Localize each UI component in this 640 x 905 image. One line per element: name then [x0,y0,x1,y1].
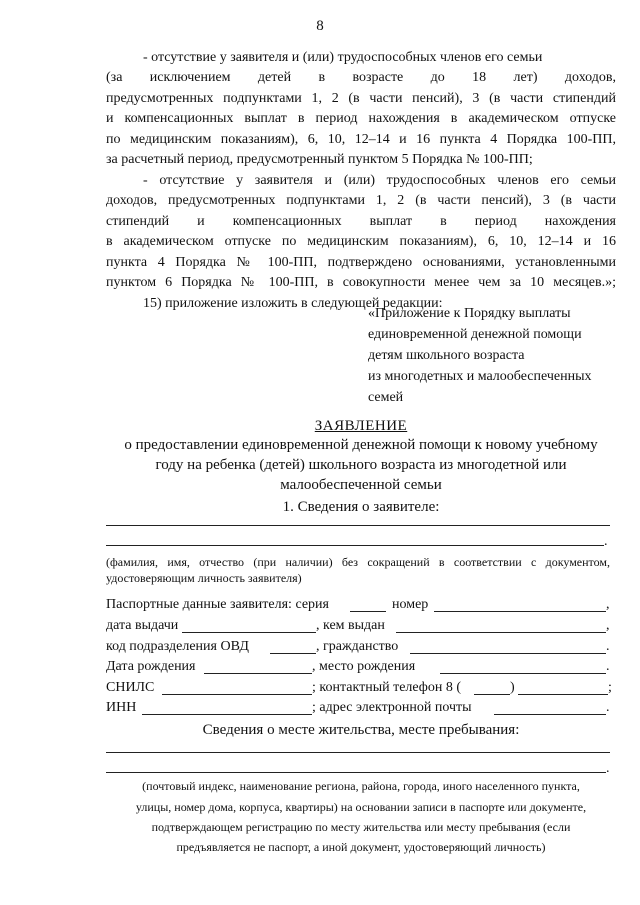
residence-caption-line: предъявляется не паспорт, а иной документ, удостоверяющий личность) [176,840,546,854]
passport-series-field[interactable] [350,611,386,612]
birth-place-label: , место рождения [312,659,416,674]
form-title: ЗАЯВЛЕНИЕ [314,418,408,434]
birth-place-field[interactable] [440,673,606,674]
comma-mark: , [606,618,610,633]
issued-by-label: , кем выдан [316,618,385,633]
appendix-line: единовременной денежной помощи [368,327,582,342]
period-mark: . [606,659,610,674]
snils-field[interactable] [162,694,312,695]
phone-number-field[interactable] [518,694,608,695]
appendix-line: из многодетных и малообеспеченных [368,369,592,384]
issue-date-field[interactable] [182,632,316,633]
paragraph-line: - отсутствие у заявителя и (или) трудоспособных членов его семьи [143,50,543,65]
paragraph-line: за расчетный период, предусмотренный пунктом 5 Порядка № 100-ПП; [106,152,533,167]
citizenship-label: , гражданство [316,639,399,654]
paragraph-line: и компенсационных выплат в период нахождения в академическом отпуске [106,111,616,126]
fullname-caption-line: удостоверяющим личность заявителя) [106,571,302,585]
form-subtitle-line: малообеспеченной семьи [280,477,442,493]
email-field[interactable] [494,714,606,715]
residence-caption-line: (почтовый индекс, наименование региона, района, города, иного населенного пункта, [142,779,580,793]
birth-date-label: Дата рождения [106,659,196,674]
paragraph-line: стипендий и компенсационных выплат в период нахождения [106,214,616,229]
page-number: 8 [316,18,324,34]
paragraph-line: пункта 4 Порядка № 100-ПП, подтверждено основаниями, установленными [106,255,616,270]
paragraph-line: по медицинским показаниям), 6, 10, 12–14 и 16 пункта 4 Порядка 100-ПП, [106,132,616,147]
phone-close: ) [510,680,515,695]
appendix-line: семей [368,390,404,405]
paragraph-line: в академическом отпуске по медицинским показаниям), 6, 10, 12–14 и 16 [106,234,616,249]
paragraph-line: доходов, предусмотренных подпунктами 1, 2 (в части пенсий), 3 (в части [106,193,616,208]
passport-label: Паспортные данные заявителя: серия [106,597,329,612]
ovd-code-label: код подразделения ОВД [106,639,249,654]
issue-date-label: дата выдачи [106,618,179,633]
birth-date-field[interactable] [204,673,312,674]
snils-label: СНИЛС [106,680,155,695]
semicolon-mark: ; [608,680,612,695]
section-title: 1. Сведения о заявителе: [282,499,440,515]
paragraph-line: предусмотренных подпунктами 1, 2 (в части пенсий), 3 (в части стипендий [106,91,616,106]
number-label: номер [392,597,429,612]
paragraph-line: - отсутствие у заявителя и (или) трудоспособных членов его семьи [143,173,616,188]
fullname-caption-line: (фамилия, имя, отчество (при наличии) без сокращений в соответствии с документом, [106,555,610,569]
passport-number-field[interactable] [434,611,606,612]
paragraph-line: пунктом 6 Порядка № 100-ПП, в совокупности менее чем за 10 месяцев.»; [106,275,616,290]
citizenship-field[interactable] [410,653,606,654]
fullname-line-2[interactable] [106,545,604,546]
residence-caption-line: подтверждающем регистрацию по месту жительства или месту пребывания (если [151,820,571,834]
inn-label: ИНН [106,700,137,715]
comma-mark: , [606,597,610,612]
appendix-line: детям школьного возраста [368,348,525,363]
residence-line-2[interactable] [106,772,606,773]
inn-field[interactable] [142,714,312,715]
form-subtitle-line: о предоставлении единовременной денежной помощи к новому учебному [124,437,598,453]
fullname-line-1[interactable] [106,525,610,526]
period-mark: . [606,761,610,776]
ovd-code-field[interactable] [270,653,316,654]
period-mark: . [604,534,608,549]
period-mark: . [606,700,610,715]
residence-caption-line: улицы, номер дома, корпуса, квартиры) на основании записи в паспорте или документе, [135,800,587,814]
phone-code-field[interactable] [474,694,510,695]
phone-label: ; контактный телефон 8 ( [312,680,462,695]
form-subtitle-line: году на ребенка (детей) школьного возраста из многодетной или [155,457,567,473]
paragraph-line: 15) приложение изложить в следующей редакции: [143,296,443,311]
email-label: ; адрес электронной почты [312,700,472,715]
residence-title: Сведения о месте жительства, месте пребывания: [202,722,520,738]
paragraph-line: (за исключением детей в возрасте до 18 лет) доходов, [106,70,616,85]
residence-line-1[interactable] [106,752,610,753]
period-mark: . [606,639,610,654]
appendix-line: «Приложение к Порядку выплаты [368,306,571,321]
issued-by-field[interactable] [396,632,606,633]
